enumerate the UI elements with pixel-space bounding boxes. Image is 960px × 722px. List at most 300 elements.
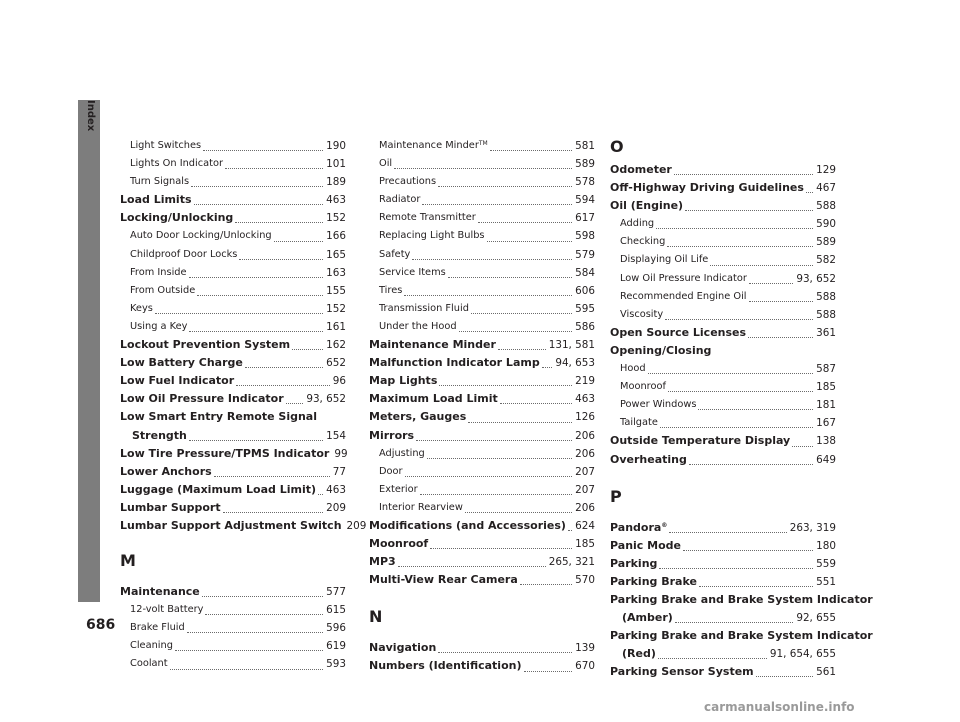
- entry-page-numbers: 206: [575, 429, 595, 442]
- dot-leader: [468, 421, 572, 423]
- index-entry: [120, 390, 346, 408]
- entry-page-numbers: 577: [326, 586, 346, 599]
- index-entry: [120, 601, 346, 619]
- index-entry: [369, 209, 595, 227]
- index-entry: [369, 318, 595, 336]
- dot-leader: [660, 426, 813, 428]
- index-entry: [120, 264, 346, 282]
- index-entry: [610, 432, 836, 450]
- entry-page-numbers: 152: [326, 212, 346, 225]
- entry-label: Mirrors: [369, 428, 415, 442]
- dot-leader: [394, 167, 572, 169]
- index-entry: [610, 451, 836, 469]
- entry-page-numbers: 207: [575, 465, 595, 478]
- entry-label: Brake Fluid: [130, 622, 185, 634]
- entry-label: Outside Temperature Display: [610, 434, 791, 448]
- index-entry: [369, 657, 595, 675]
- index-column-3: [610, 137, 873, 681]
- entry-label: Luggage (Maximum Load Limit): [120, 482, 317, 496]
- entry-page-numbers: 189: [326, 176, 346, 189]
- index-entry: [369, 408, 595, 426]
- entries-m: [120, 583, 346, 673]
- dot-leader: [239, 258, 323, 260]
- entry-page-numbers: 463: [575, 393, 595, 406]
- entry-page-numbers: 594: [575, 194, 595, 207]
- entry-label: Hood: [620, 363, 646, 375]
- index-entry: [610, 378, 836, 396]
- index-entry: [369, 354, 595, 372]
- entry-page-numbers: 154: [326, 429, 346, 442]
- index-entry: [120, 408, 346, 426]
- index-entry: [120, 619, 346, 637]
- dot-leader: [448, 276, 572, 278]
- entry-label: Displaying Oil Life: [620, 254, 709, 266]
- entry-page-numbers: 619: [326, 640, 346, 653]
- entry-page-numbers: 361: [816, 326, 836, 339]
- entry-page-numbers: 586: [575, 320, 595, 333]
- entry-label: Service Items: [379, 266, 446, 278]
- entry-label: Adding: [620, 218, 655, 230]
- entry-page-numbers: 131, 581: [548, 339, 595, 352]
- dot-leader: [438, 185, 572, 187]
- entry-label: From Outside: [130, 284, 196, 296]
- entry-page-numbers: 624: [575, 519, 595, 532]
- dot-leader: [175, 649, 323, 651]
- entry-label: Lockout Prevention System: [120, 338, 291, 352]
- index-entry: [369, 173, 595, 191]
- dot-leader: [286, 402, 304, 404]
- index-entry: [610, 573, 836, 591]
- index-entry: [610, 591, 873, 609]
- index-entry: [369, 282, 595, 300]
- entry-page-numbers: 587: [816, 363, 836, 376]
- dot-leader: [487, 240, 573, 242]
- entry-page-numbers: 588: [816, 308, 836, 321]
- entry-page-numbers: 190: [326, 140, 346, 152]
- entry-label: Parking: [610, 556, 658, 570]
- entry-label: Interior Rearview: [379, 501, 463, 513]
- index-entry: [120, 463, 346, 481]
- entry-page-numbers: 126: [575, 411, 595, 424]
- entry-page-numbers: 96: [332, 375, 346, 388]
- index-entry: [120, 173, 346, 191]
- index-entry: [369, 499, 595, 517]
- index-entry: [369, 336, 595, 354]
- entry-page-numbers: 93, 652: [796, 272, 836, 285]
- dot-leader: [756, 675, 814, 677]
- index-entry: [369, 300, 595, 318]
- entry-page-numbers: 129: [816, 164, 836, 176]
- dot-leader: [749, 300, 814, 302]
- entry-page-numbers: 162: [326, 339, 346, 352]
- index-entry: [610, 270, 836, 288]
- dot-leader: [689, 463, 813, 465]
- entry-page-numbers: 155: [326, 284, 346, 297]
- dot-leader: [189, 330, 323, 332]
- entry-label: Load Limits: [120, 193, 192, 207]
- index-entry: [120, 499, 346, 517]
- entry-page-numbers: 219: [575, 375, 595, 388]
- dot-leader: [668, 390, 813, 392]
- dot-leader: [274, 240, 324, 242]
- index-tab-label: [83, 100, 97, 140]
- entry-page-numbers: 588: [816, 200, 836, 213]
- index-entry: [369, 246, 595, 264]
- entry-page-numbers: 551: [816, 575, 836, 588]
- entry-page-numbers: 161: [326, 320, 346, 333]
- entry-page-numbers: 606: [575, 284, 595, 297]
- dot-leader: [490, 149, 572, 151]
- entry-label: Off-Highway Driving Guidelines: [610, 181, 804, 195]
- index-entry: [610, 251, 836, 269]
- entry-label: (Amber): [622, 611, 673, 625]
- dot-leader: [665, 318, 813, 320]
- entry-label: Oil (Engine): [610, 199, 684, 213]
- entry-label: Open Source Licenses: [610, 325, 747, 339]
- dot-leader: [420, 493, 573, 495]
- entry-page-numbers: 180: [816, 539, 836, 552]
- entry-label: Exterior: [379, 483, 418, 495]
- index-entry: [610, 555, 836, 573]
- entry-page-numbers: 209: [326, 501, 346, 514]
- entry-page-numbers: 165: [326, 248, 346, 261]
- entry-page-numbers: 207: [575, 483, 595, 496]
- entry-page-numbers: 670: [575, 660, 595, 673]
- dot-leader: [191, 185, 323, 187]
- entry-page-numbers: 206: [575, 501, 595, 514]
- index-entry: [610, 414, 836, 432]
- index-entry: [120, 481, 346, 499]
- index-entry: [610, 537, 836, 555]
- entry-page-numbers: 166: [326, 230, 346, 243]
- dot-leader: [292, 348, 323, 350]
- entry-page-numbers: 138: [816, 435, 836, 448]
- entry-page-numbers: 265, 321: [548, 556, 595, 569]
- entry-page-numbers: 101: [326, 158, 346, 171]
- entry-label: 12-volt Battery: [130, 604, 204, 616]
- index-entry: [120, 427, 346, 445]
- dot-leader: [710, 264, 813, 266]
- entry-page-numbers: 94, 653: [555, 357, 595, 370]
- entry-page-numbers: 209: [346, 519, 367, 532]
- entry-label: Recommended Engine Oil: [620, 290, 747, 302]
- index-entry: [610, 215, 836, 233]
- dot-leader: [648, 372, 814, 374]
- index-entry: [120, 637, 346, 655]
- index-entry: [610, 324, 836, 342]
- dot-leader: [524, 670, 573, 672]
- dot-leader: [656, 227, 813, 229]
- entry-page-numbers: 206: [575, 447, 595, 460]
- dot-leader: [669, 531, 786, 533]
- index-entry: [369, 553, 595, 571]
- dot-leader: [225, 167, 323, 169]
- entry-label: Odometer: [610, 163, 672, 176]
- entry-label: Turn Signals: [130, 176, 190, 188]
- entry-page-numbers: 590: [816, 218, 836, 231]
- dot-leader: [236, 384, 330, 386]
- entry-page-numbers: 584: [575, 266, 595, 279]
- index-entry: [610, 609, 836, 627]
- dot-leader: [685, 209, 813, 211]
- index-tab-text: Index: [85, 100, 96, 132]
- entry-label: Tailgate: [620, 417, 658, 429]
- entry-label: Meters, Gauges: [369, 410, 467, 424]
- dot-leader: [806, 191, 813, 193]
- dot-leader: [187, 631, 323, 633]
- index-entry: [120, 354, 346, 372]
- index-entry: [610, 396, 836, 414]
- entry-page-numbers: 593: [326, 658, 346, 671]
- dot-leader: [197, 294, 323, 296]
- entry-page-numbers: 578: [575, 176, 595, 189]
- dot-leader: [683, 549, 813, 551]
- entry-page-numbers: 589: [816, 236, 836, 249]
- entry-label: Oil: [379, 158, 393, 170]
- dot-leader: [202, 595, 323, 597]
- index-entry: [369, 517, 595, 535]
- entry-label: Cleaning: [130, 640, 173, 652]
- entry-page-numbers: 595: [575, 302, 595, 315]
- dot-leader: [223, 511, 324, 513]
- entry-label: Using a Key: [130, 320, 188, 332]
- entry-label: Coolant: [130, 658, 168, 670]
- index-entry: [610, 663, 836, 681]
- index-entry: [610, 519, 836, 537]
- entry-label: Precautions: [379, 176, 437, 188]
- index-entry: [610, 627, 873, 645]
- entry-label: Pandora: [610, 520, 662, 534]
- index-entry: [369, 445, 595, 463]
- entry-label: Low Smart Entry Remote Signal: [120, 410, 317, 424]
- index-entry: [120, 209, 346, 227]
- entry-label: Auto Door Locking/Unlocking: [130, 230, 272, 242]
- entry-page-numbers: 617: [575, 212, 595, 225]
- entry-label: Overheating: [610, 452, 687, 466]
- entry-page-numbers: 463: [326, 194, 346, 207]
- dot-leader: [235, 221, 323, 223]
- entry-label: Viscosity: [620, 308, 664, 320]
- dot-leader: [749, 282, 793, 284]
- index-side-tab: [78, 100, 100, 602]
- entry-label: Moonroof: [620, 381, 666, 393]
- dot-leader: [459, 330, 573, 332]
- dot-leader: [568, 529, 572, 531]
- dot-leader: [405, 475, 573, 477]
- index-column-2: [369, 137, 595, 676]
- entry-page-numbers: 263, 319: [789, 521, 836, 534]
- entry-page-numbers: 581: [575, 140, 595, 152]
- entry-page-numbers: 77: [332, 465, 346, 478]
- entry-label: Strength: [132, 428, 187, 442]
- entry-label: Low Oil Pressure Indicator: [620, 272, 747, 284]
- entry-page-numbers: 561: [816, 666, 836, 679]
- entry-page-numbers: 589: [575, 158, 595, 171]
- dot-leader: [465, 511, 572, 513]
- dot-leader: [792, 445, 813, 447]
- entry-label: Safety: [379, 248, 411, 260]
- entry-label: Maintenance Minder: [369, 338, 496, 352]
- dot-leader: [189, 276, 324, 278]
- entry-page-numbers: 93, 652: [306, 393, 346, 406]
- entry-page-numbers: 652: [326, 357, 346, 370]
- index-entry: [369, 535, 595, 553]
- entry-label: Checking: [620, 236, 666, 248]
- dot-leader: [658, 657, 767, 659]
- entry-label: Opening/Closing: [610, 343, 712, 357]
- entry-page-numbers: 598: [575, 230, 595, 243]
- entry-page-numbers: 167: [816, 417, 836, 430]
- index-entry: [369, 191, 595, 209]
- entry-label: Numbers (Identification): [369, 659, 522, 673]
- index-entry: [610, 306, 836, 324]
- dot-leader: [430, 547, 572, 549]
- index-entry: [610, 197, 836, 215]
- entry-label: Parking Sensor System: [610, 665, 754, 679]
- dot-leader: [498, 348, 546, 350]
- entry-label: Lights On Indicator: [130, 158, 223, 170]
- entry-page-numbers: 570: [575, 574, 595, 587]
- entry-label: Under the Hood: [379, 320, 457, 332]
- entry-page-numbers: 615: [326, 604, 346, 617]
- entry-label: Locking/Unlocking: [120, 211, 234, 225]
- entry-label: Lumbar Support: [120, 500, 221, 514]
- entry-label: Low Fuel Indicator: [120, 374, 235, 388]
- entry-label: Parking Brake and Brake System Indicator: [610, 629, 873, 643]
- index-entry: [369, 137, 595, 155]
- entry-label: Moonroof: [369, 537, 429, 551]
- entry-page-numbers: 163: [326, 266, 346, 279]
- dot-leader: [471, 312, 572, 314]
- dot-leader: [748, 336, 813, 338]
- dot-leader: [439, 384, 572, 386]
- entry-page-numbers: 467: [816, 182, 836, 195]
- dot-leader: [500, 402, 572, 404]
- index-entry: [369, 155, 595, 173]
- index-entry: [369, 227, 595, 245]
- entry-label: Low Battery Charge: [120, 356, 243, 370]
- entries-n: [369, 639, 595, 675]
- dot-leader: [214, 475, 330, 477]
- index-entry: [120, 517, 367, 535]
- entry-page-numbers: 91, 654, 655: [769, 648, 836, 661]
- dot-leader: [203, 149, 323, 151]
- dot-leader: [698, 408, 813, 410]
- dot-leader: [245, 366, 323, 368]
- entry-page-numbers: 463: [326, 483, 346, 496]
- entry-label: Remote Transmitter: [379, 212, 476, 224]
- dot-leader: [674, 173, 813, 175]
- index-entry: [120, 318, 346, 336]
- index-entry: [120, 300, 346, 318]
- entry-label: Transmission Fluid: [379, 302, 469, 314]
- dot-leader: [412, 258, 572, 260]
- index-entry: [369, 264, 595, 282]
- entry-label: Replacing Light Bulbs: [379, 230, 485, 242]
- entry-superscript: TM: [478, 140, 488, 147]
- dot-leader: [194, 203, 324, 205]
- entry-label: Radiator: [379, 194, 421, 206]
- entry-label: From Inside: [130, 266, 187, 278]
- entry-label: Malfunction Indicator Lamp: [369, 356, 540, 370]
- entry-page-numbers: 99: [334, 447, 348, 460]
- entry-label: Keys: [130, 302, 153, 314]
- entry-page-numbers: 582: [816, 254, 836, 267]
- index-entry: [120, 137, 346, 155]
- entry-label: Parking Brake and Brake System Indicator: [610, 592, 873, 606]
- dot-leader: [422, 203, 572, 205]
- index-entry: [120, 282, 346, 300]
- dot-leader: [659, 567, 813, 569]
- entry-label: Tires: [379, 284, 403, 296]
- entry-page-numbers: 588: [816, 290, 836, 303]
- entry-label: Panic Mode: [610, 538, 681, 552]
- entry-page-numbers: 139: [575, 642, 595, 655]
- index-entry: [120, 372, 346, 390]
- entry-label: Door: [379, 465, 403, 477]
- entry-label: Light Switches: [130, 140, 202, 151]
- index-entry: [369, 390, 595, 408]
- entries-l: [120, 137, 367, 535]
- index-entry: [120, 655, 346, 673]
- entry-page-numbers: 649: [816, 453, 836, 466]
- entry-label: (Red): [622, 647, 656, 661]
- index-entry: [610, 360, 836, 378]
- dot-leader: [205, 613, 323, 615]
- index-entry: [610, 179, 836, 197]
- watermark: carmanualsonline.info: [704, 700, 855, 714]
- index-entry: [120, 583, 346, 601]
- entry-label: Maximum Load Limit: [369, 392, 498, 406]
- entries-o: [610, 161, 836, 469]
- dot-leader: [155, 312, 323, 314]
- index-entry: [369, 639, 595, 657]
- entry-page-numbers: 596: [326, 622, 346, 635]
- entry-page-numbers: 579: [575, 248, 595, 261]
- index-entry: [120, 227, 346, 245]
- index-entry: [369, 481, 595, 499]
- index-entry: [120, 336, 346, 354]
- index-entry: [120, 445, 346, 463]
- entry-label: Multi-View Rear Camera: [369, 573, 518, 587]
- entry-label: Navigation: [369, 641, 437, 655]
- entry-label: Low Tire Pressure/TPMS Indicator: [120, 446, 330, 460]
- index-column-1: [120, 137, 367, 674]
- index-entry: [610, 342, 836, 360]
- dot-leader: [699, 585, 813, 587]
- section-heading-o: O: [610, 137, 624, 156]
- index-entry: [120, 191, 346, 209]
- dot-leader: [404, 294, 572, 296]
- index-entry: [120, 155, 346, 173]
- index-entry: [369, 571, 595, 589]
- dot-leader: [398, 565, 546, 567]
- index-entry: [610, 233, 836, 251]
- section-heading-m: M: [120, 551, 136, 571]
- entry-page-numbers: 185: [816, 381, 836, 394]
- entry-label: Modifications (and Accessories): [369, 518, 566, 532]
- entry-label: Power Windows: [620, 399, 697, 411]
- dot-leader: [478, 221, 572, 223]
- entry-page-numbers: 92, 655: [796, 612, 836, 625]
- entry-page-numbers: 185: [575, 538, 595, 551]
- index-entry: [369, 372, 595, 390]
- dot-leader: [427, 457, 572, 459]
- dot-leader: [675, 621, 794, 623]
- entry-page-numbers: 152: [326, 302, 346, 315]
- entry-label: Lower Anchors: [120, 464, 212, 478]
- entry-label: Maintenance: [120, 585, 200, 599]
